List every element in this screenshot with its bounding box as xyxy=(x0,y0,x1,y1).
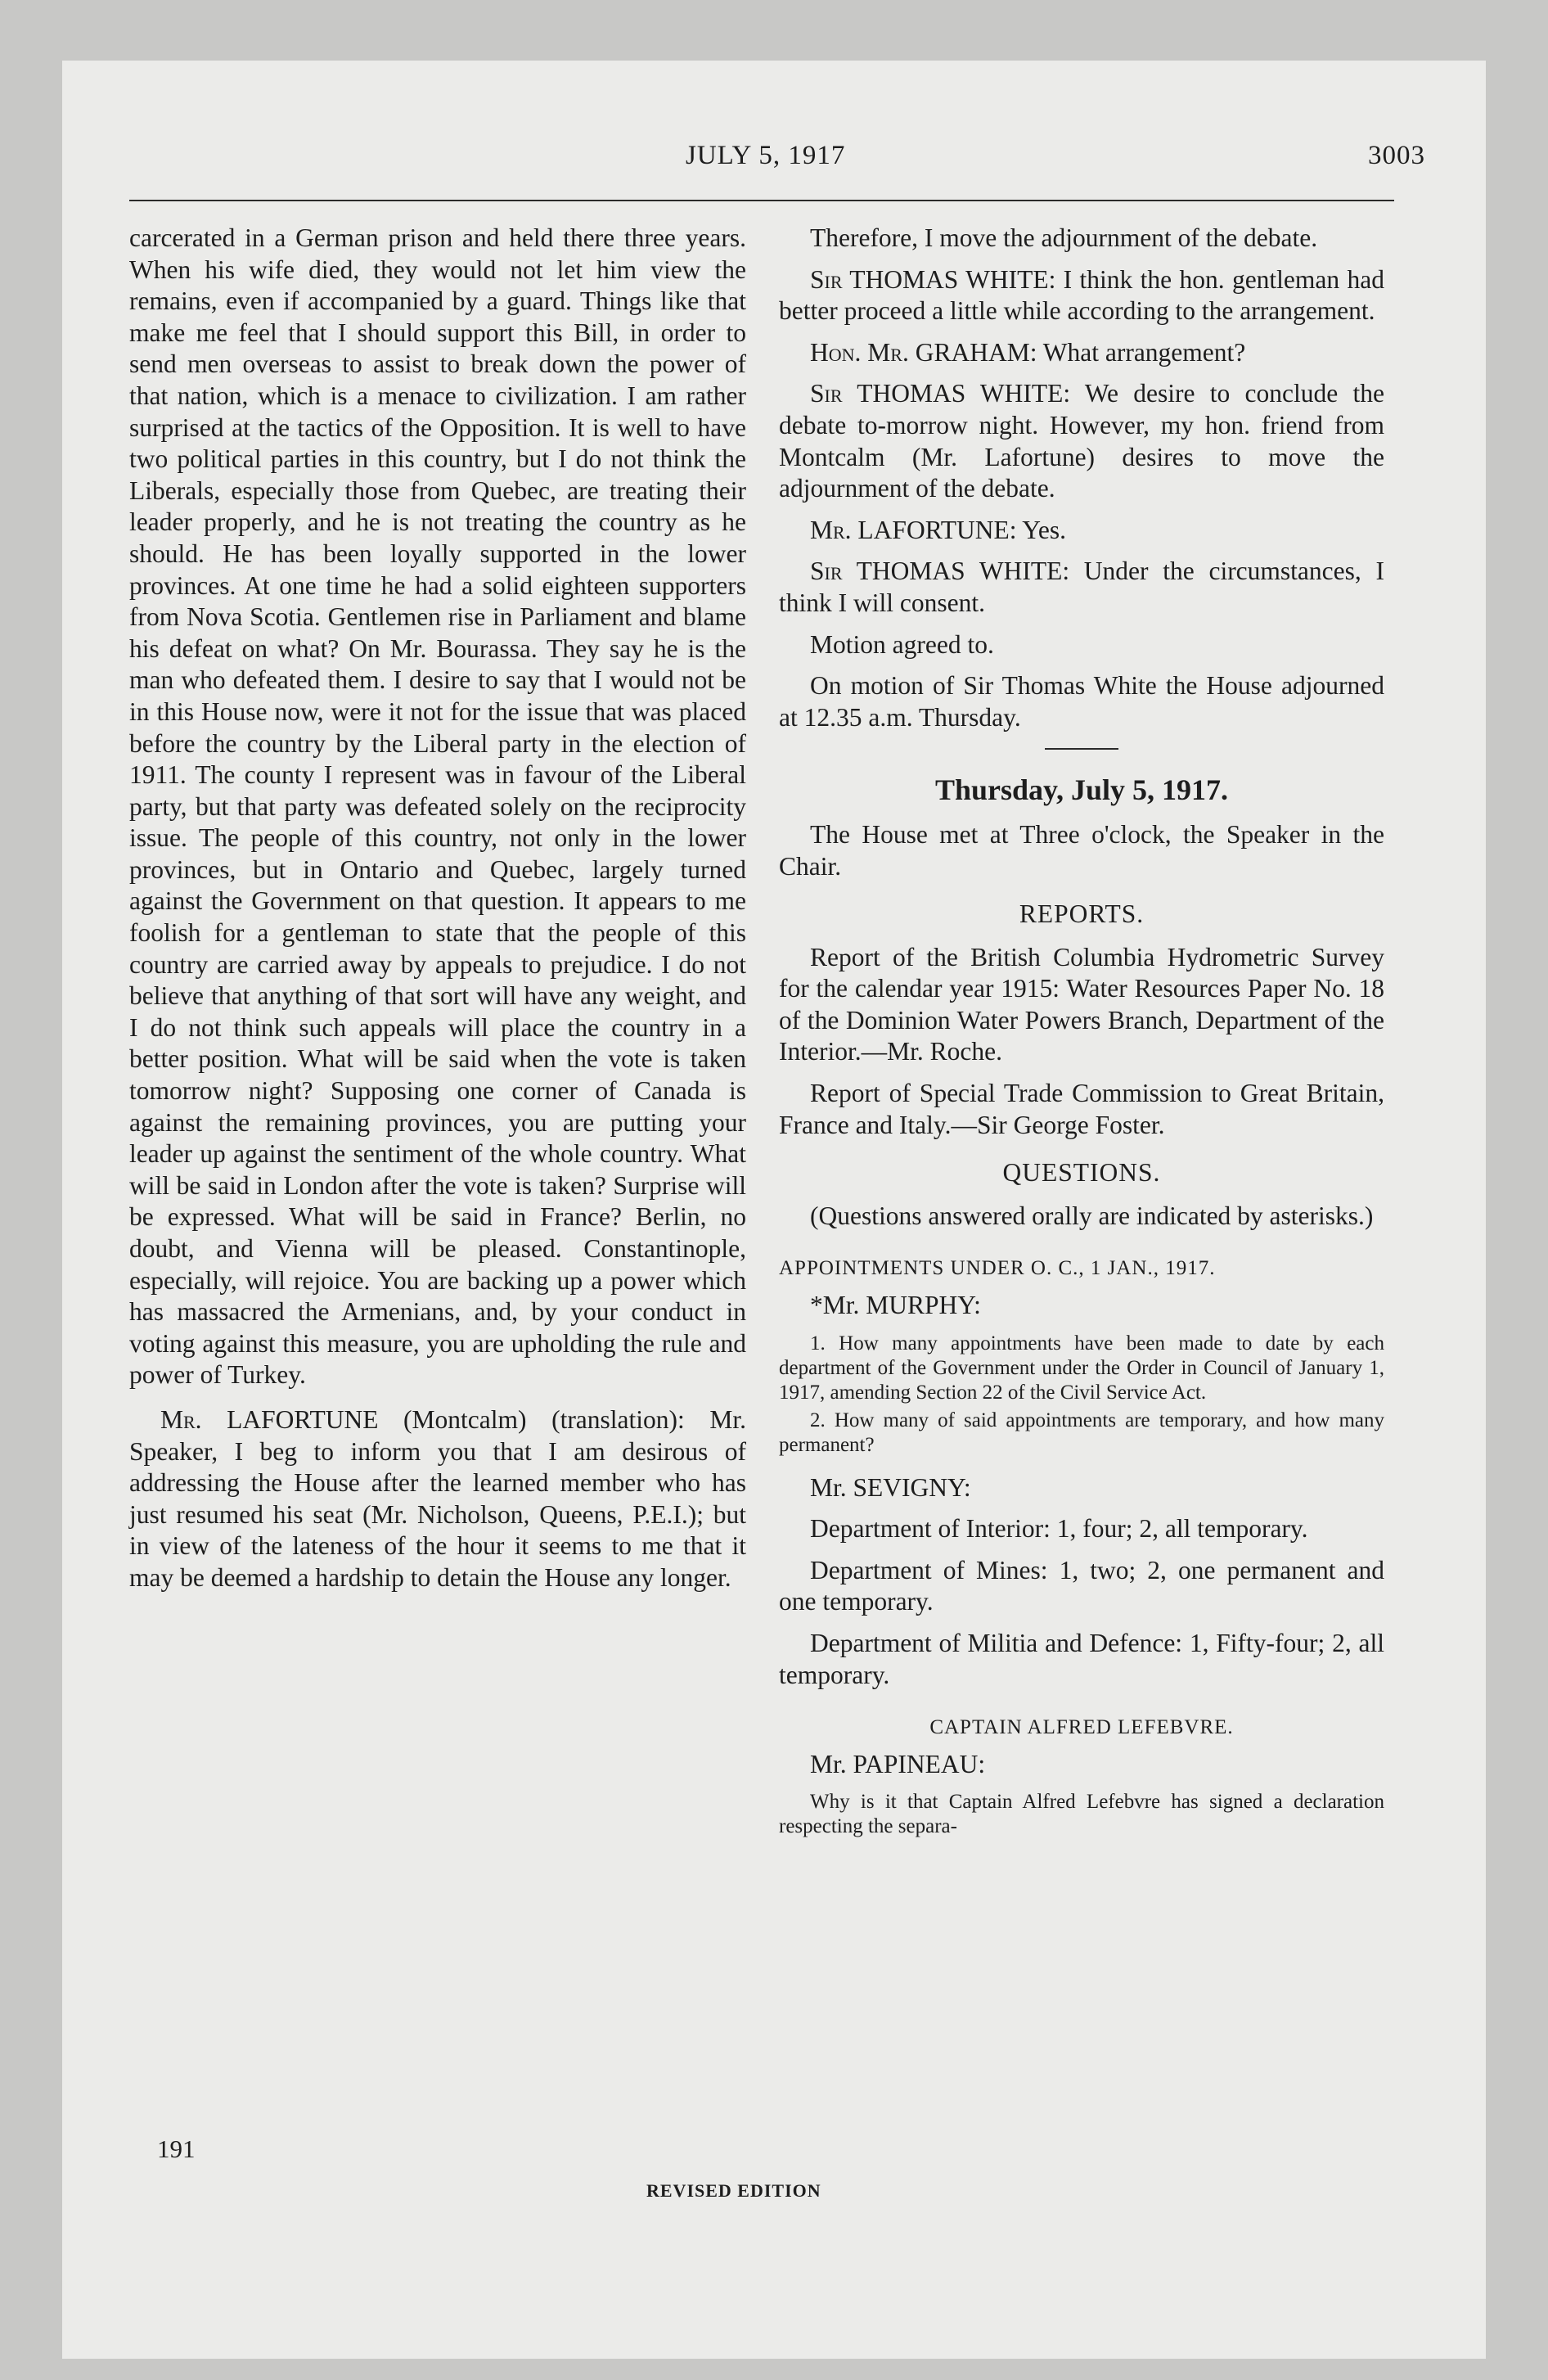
speech-text: : Under the circumstances, I think I will consent. xyxy=(779,557,1384,617)
white-remark-2 xyxy=(779,378,1384,504)
lefebvre-heading: CAPTAIN ALFRED LEFEBVRE. xyxy=(929,1716,1234,1739)
edition-label: REVISED EDITION xyxy=(646,2180,821,2201)
report-item: Report of the British Columbia Hydrometric Survey for the calendar year 1915: Water Resources Paper No. 18 of the Dominion Water Powers Branch, Department of the Interior.—Mr. Roche. xyxy=(779,942,1384,1066)
report-item: Report of Special Trade Commission to Great Britain, France and Italy.—Sir George Foster. xyxy=(779,1079,1384,1139)
house-adjourned: On motion of Sir Thomas White the House adjourned at 12.35 a.m. Thursday. xyxy=(779,671,1384,732)
header-page-number: 3003 xyxy=(1368,141,1425,170)
question-2: 2. How many of said appointments are temporary, and how many permanent? xyxy=(779,1409,1384,1456)
appointments-heading: APPOINTMENTS UNDER O. C., 1 JAN., 1917. xyxy=(779,1257,1216,1280)
speaker-name: Mr. LAFORTUNE xyxy=(810,515,1010,544)
white-remark-3 xyxy=(779,556,1384,619)
section-divider xyxy=(1045,748,1118,750)
header-rule xyxy=(129,200,1394,201)
motion-agreed: Motion agreed to. xyxy=(810,629,994,659)
answer-item: Department of Interior: 1, four; 2, all temporary. xyxy=(810,1514,1308,1544)
questions-heading: QUESTIONS. xyxy=(1002,1158,1161,1188)
right-column xyxy=(779,223,1384,1842)
running-header xyxy=(0,141,1548,177)
graham-remark xyxy=(779,337,1384,369)
house-met: The House met at Three o'clock, the Speaker in the Chair. xyxy=(779,819,1384,881)
questioner-papineau: Mr. PAPINEAU: xyxy=(810,1749,986,1778)
speaker-name: Mr. LAFORTUNE xyxy=(160,1404,379,1434)
white-remark-1 xyxy=(779,264,1384,327)
speech-text: : I think the hon. gentleman had better proceed a little while according to the arrangement. xyxy=(779,264,1384,326)
papineau-question: Why is it that Captain Alfred Lefebvre has signed a declaration respecting the separa- xyxy=(779,1791,1384,1838)
question-1: 1. How many appointments have been made to date by each department of the Government under the Order in Council of January 1, 1917, amending Section 22 of the Civil Service Act. xyxy=(779,1332,1384,1404)
footer-page-number: 191 xyxy=(157,2134,196,2163)
lafortune-speech xyxy=(129,1404,746,1594)
header-date: JULY 5, 1917 xyxy=(686,141,846,170)
answer-item: Department of Militia and Defence: 1, Fifty-four; 2, all temporary. xyxy=(779,1629,1384,1689)
answerer-sevigny: Mr. SEVIGNY: xyxy=(810,1472,971,1502)
reports-heading: REPORTS. xyxy=(1019,899,1145,929)
speech-text: (Montcalm) (translation): Mr. Speaker, I beg to inform you that I am desirous of addressing the House after the learned member who has just resumed his seat (Mr. Nicholson, Queens, P.E.I.); but in view of the lateness of the hour it seems to me that it may be deemed a hardship to detain the House any longer. xyxy=(129,1404,746,1592)
speech-text: : What arrangement? xyxy=(1029,337,1246,367)
speaker-name: Sir THOMAS WHITE xyxy=(810,264,1049,294)
answer-item: Department of Mines: 1, two; 2, one permanent and one temporary. xyxy=(779,1555,1384,1616)
speech-text: : We desire to conclude the debate to-morrow night. However, my hon. friend from Montcalm (Mr. Lafortune) desires to move the adjournment of the debate. xyxy=(779,379,1384,503)
speech-continuation: carcerated in a German prison and held there three years. When his wife died, they would not let him view the remains, even if accompanied by a guard. Things like that make me feel that I should support this Bill, in order to send men overseas to assist to break down the power of that nation, which is a menace to civilization. I am rather surprised at the tactics of the Opposition. It is well to have two political parties in this country, but I do not think the Liberals, especially those from Quebec, are treating their leader properly, and he is not treating the country as he should. He has been loyally supported in the lower provinces. At one time he had a solid eighteen supporters from Nova Scotia. Gentlemen rise in Parliament and blame his defeat on what? On Mr. Bourassa. They say he is the man who defeated them. I desire to say that I would not be in this House now, were it not for the issue that was placed before the country by the Liberal party in the election of 1911. The county I represent was in favour of the Liberal party, but that party was defeated solely on the reciprocity issue. The people of this country, not only in the lower provinces, but in Ontario and Quebec, largely turned against the Government on that question. It appears to me foolish for a gentleman to state that the people of this country are carried away by appeals to prejudice. I do not believe that anything of that sort will have any weight, and I do not think such appeals will place the country in a better position. What will be said when the vote is taken tomorrow night? Supposing one corner of Canada is against the remaining provinces, you are putting your leader up against the sentiment of the whole country. What will be said in London after the vote is taken? Surprise will be expressed. What will be said in France? Berlin, no doubt, and Vienna will be pleased. Constantinople, especially, will rejoice. You are backing up a power which has massacred the Armenians, and, by your conduct in voting against this measure, you are upholding the rule and power of Turkey. xyxy=(129,223,746,1390)
lafortune-remark xyxy=(779,515,1384,547)
speech-text: : Yes. xyxy=(1009,515,1066,544)
questions-note: (Questions answered orally are indicated by asterisks.) xyxy=(810,1201,1374,1230)
speaker-name: Hon. Mr. GRAHAM xyxy=(810,337,1030,367)
day-heading: Thursday, July 5, 1917. xyxy=(934,773,1229,807)
adjournment-motion: Therefore, I move the adjournment of the debate. xyxy=(810,223,1318,252)
questioner-murphy: *Mr. MURPHY: xyxy=(810,1291,981,1320)
speaker-name: Sir THOMAS WHITE xyxy=(810,557,1063,586)
left-column xyxy=(129,223,746,1594)
speaker-name: Sir THOMAS WHITE xyxy=(810,379,1064,408)
